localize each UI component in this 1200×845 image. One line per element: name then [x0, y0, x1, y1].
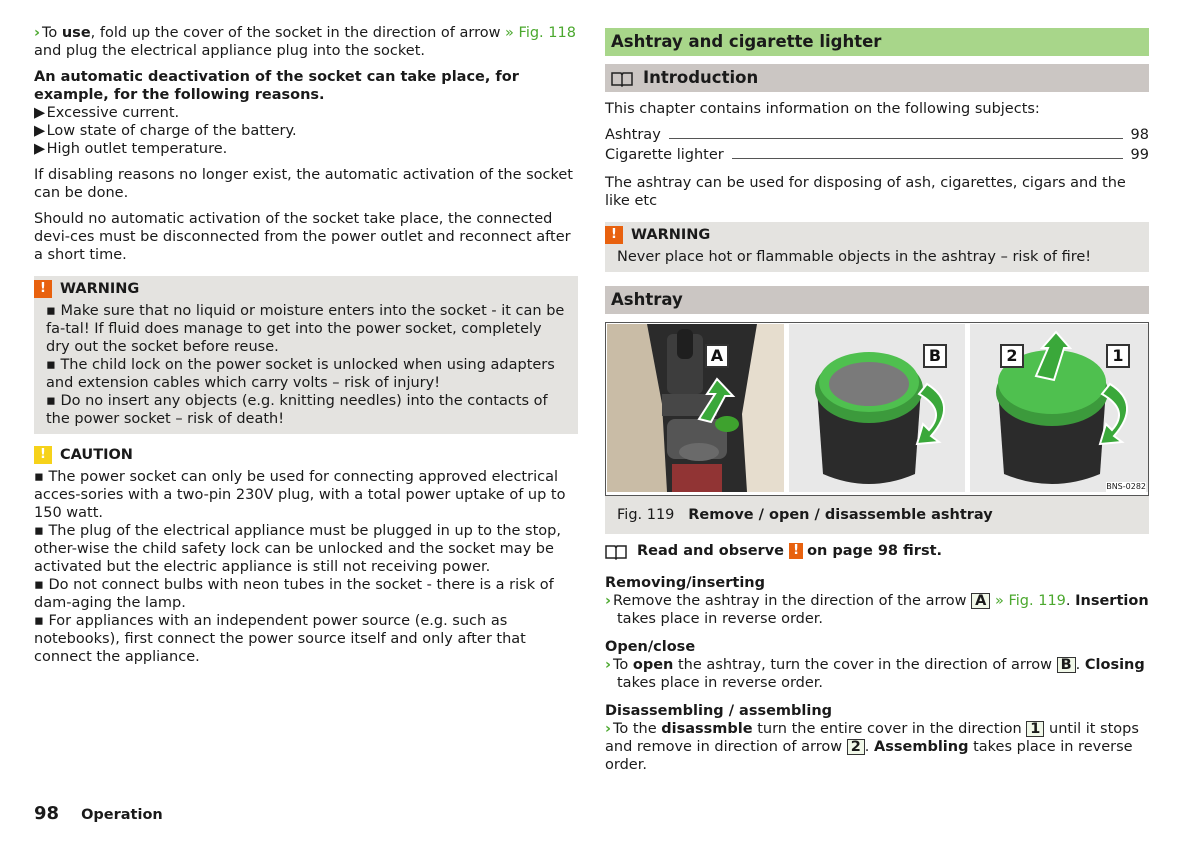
removing-heading: Removing/inserting	[605, 575, 766, 591]
intro-header	[605, 64, 1149, 92]
warning-title: WARNING	[631, 227, 711, 243]
caption-text: Remove / open / disassemble ashtray	[688, 507, 993, 523]
disassemble-step: › To the disassmble turn the entire cover in the direction 1 until it stops and remove in direction of arrow 2 . Assembling takes place in reverse order.	[605, 721, 1139, 773]
list-item: ▪ Do not connect bulbs with neon tubes in the socket - there is a risk of dam-aging the lamp.	[34, 577, 554, 611]
warning-icon: !	[34, 280, 52, 298]
label-a-badge: A	[705, 344, 729, 368]
list-item: ▶ Low state of charge of the battery.	[34, 123, 297, 139]
list-item: ▶ High outlet temperature.	[34, 141, 228, 157]
section-title: Ashtray and cigarette lighter	[605, 28, 1149, 56]
warning-text: Never place hot or flammable objects in the ashtray – risk of fire!	[617, 249, 1092, 265]
list-item: ▪ Make sure that no liquid or moisture enters into the socket - it can be fa-tal! If fluid does manage to get into the power socket, completely dry out the socket before reuse.	[46, 303, 565, 355]
list-item: ▪ The child lock on the power socket is unlocked when using adapters and extension cables which carry volts – risk of injury!	[46, 357, 555, 391]
caution-icon: !	[34, 446, 52, 464]
warning-title: WARNING	[60, 281, 140, 297]
read-observe: Read and observe ! on page 98 first.	[605, 542, 1149, 560]
figure-code: BNS-0282	[1106, 482, 1146, 491]
open-step: › To open the ashtray, turn the cover in the direction of arrow B . Closing	[605, 657, 1145, 673]
label-1-badge: 1	[1106, 344, 1130, 368]
step-arrow-icon: ›	[605, 657, 611, 673]
page-footer	[34, 805, 163, 824]
list-item: ▪ Do no insert any objects (e.g. knitting needles) into the contacts of the power socket – risk of death!	[46, 393, 548, 427]
caution-title: CAUTION	[60, 447, 133, 463]
list-item: ▪ For appliances with an independent power source (e.g. such as notebooks), first connect the power source itself and only after that connect the appliance.	[34, 613, 526, 665]
toc-row[interactable]: Ashtray 98	[605, 127, 1149, 143]
step-arrow-icon: ›	[34, 25, 40, 41]
caution-box	[34, 446, 578, 666]
label-1-box: 1	[1026, 721, 1044, 737]
list-item: ▪ The plug of the electrical appliance must be plugged in up to the stop, other-wise the child safety lock can be unlocked and the socket may be activated but the electric appliance is still not receiving power.	[34, 523, 561, 575]
disassembling-heading: Disassembling / assembling	[605, 703, 833, 719]
warning-icon: !	[605, 226, 623, 244]
left-column	[34, 24, 578, 666]
figure-panel-disassemble	[970, 324, 1148, 492]
figure-caption	[605, 496, 1149, 534]
usage-text: The ashtray can be used for disposing of ash, cigarettes, cigars and the like etc	[605, 175, 1126, 209]
label-2-box: 2	[847, 739, 865, 755]
fig-ref-link[interactable]: » Fig. 119	[995, 593, 1066, 609]
list-item: ▶ Excessive current.	[34, 105, 180, 121]
step-use: › To use, fold up the cover of the socket in the direction of arrow » Fig. 118 and plug the electrical appliance plug into the socket.	[34, 25, 576, 59]
paragraph-disable: If disabling reasons no longer exist, the automatic activation of the socket can be done.	[34, 167, 573, 201]
ashtray-header	[605, 286, 1149, 314]
warning-icon: !	[789, 543, 803, 559]
step-arrow-icon: ›	[605, 593, 611, 609]
intro-text: This chapter contains information on the following subjects:	[605, 101, 1040, 117]
ashtray-title: Ashtray	[611, 290, 683, 309]
label-b-box: B	[1057, 657, 1076, 673]
right-column: Ashtray and cigarette lighter Introduction This chapter contains information on the following subjects: Ashtray 98 Cigarette lighter 99 The ashtray can be used for disposing of ash, cigarettes, cigars and the like etc ! WARNING Never place hot or flammable objects in the ashtray – risk of fire! Ashtray A B 2 1 BNS-0282 Fig. 119 Remove / open / disassemble ashtray Read and observe ! on page 98 first. Removing/inserting › Remove the ashtray in the direction of the arrow A » Fig. 119. Insertion takes place in reverse order. Open/close › To open the ashtray, turn the cover in the direction of arrow B . Closing takes place in reverse order. Disassembling / assembling › To the disassmble turn the entire cover in the direction 1 until it stops and remove in direction of arrow 2 . Assembling takes place in reverse order.	[605, 24, 1149, 774]
figure-119	[605, 322, 1149, 496]
intro-title: Introduction	[643, 68, 759, 87]
toc-row[interactable]: Cigarette lighter 99	[605, 147, 1149, 163]
footer-label: Operation	[81, 807, 163, 823]
paragraph-should: Should no automatic activation of the socket take place, the connected devi-ces must be disconnected from the power outlet and reconnect after a short time.	[34, 211, 571, 263]
book-icon	[605, 544, 627, 558]
auto-deactivation-heading: An automatic deactivation of the socket can take place, for example, for the following reasons.	[34, 69, 519, 103]
label-a-box: A	[971, 593, 990, 609]
book-icon	[611, 71, 633, 85]
removing-step: › Remove the ashtray in the direction of the arrow A » Fig. 119. Insertion	[605, 593, 1149, 609]
warning-box-ashtray	[605, 222, 1149, 272]
reasons-list	[34, 104, 578, 158]
figure-panel-open	[789, 324, 965, 492]
label-b-badge: B	[923, 344, 947, 368]
fig-ref-link[interactable]: » Fig. 118	[505, 25, 576, 41]
figure-panel-console	[607, 324, 784, 492]
page-number: 98	[34, 803, 60, 824]
label-2-badge: 2	[1000, 344, 1024, 368]
open-close-heading: Open/close	[605, 639, 696, 655]
list-item: ▪ The power socket can only be used for connecting approved electrical acces-sories with a two-pin 230V plug, with a total power uptake of up to 150 watt.	[34, 469, 566, 521]
warning-box	[34, 276, 578, 434]
step-arrow-icon: ›	[605, 721, 611, 737]
caption-number: Fig. 119	[617, 507, 675, 523]
